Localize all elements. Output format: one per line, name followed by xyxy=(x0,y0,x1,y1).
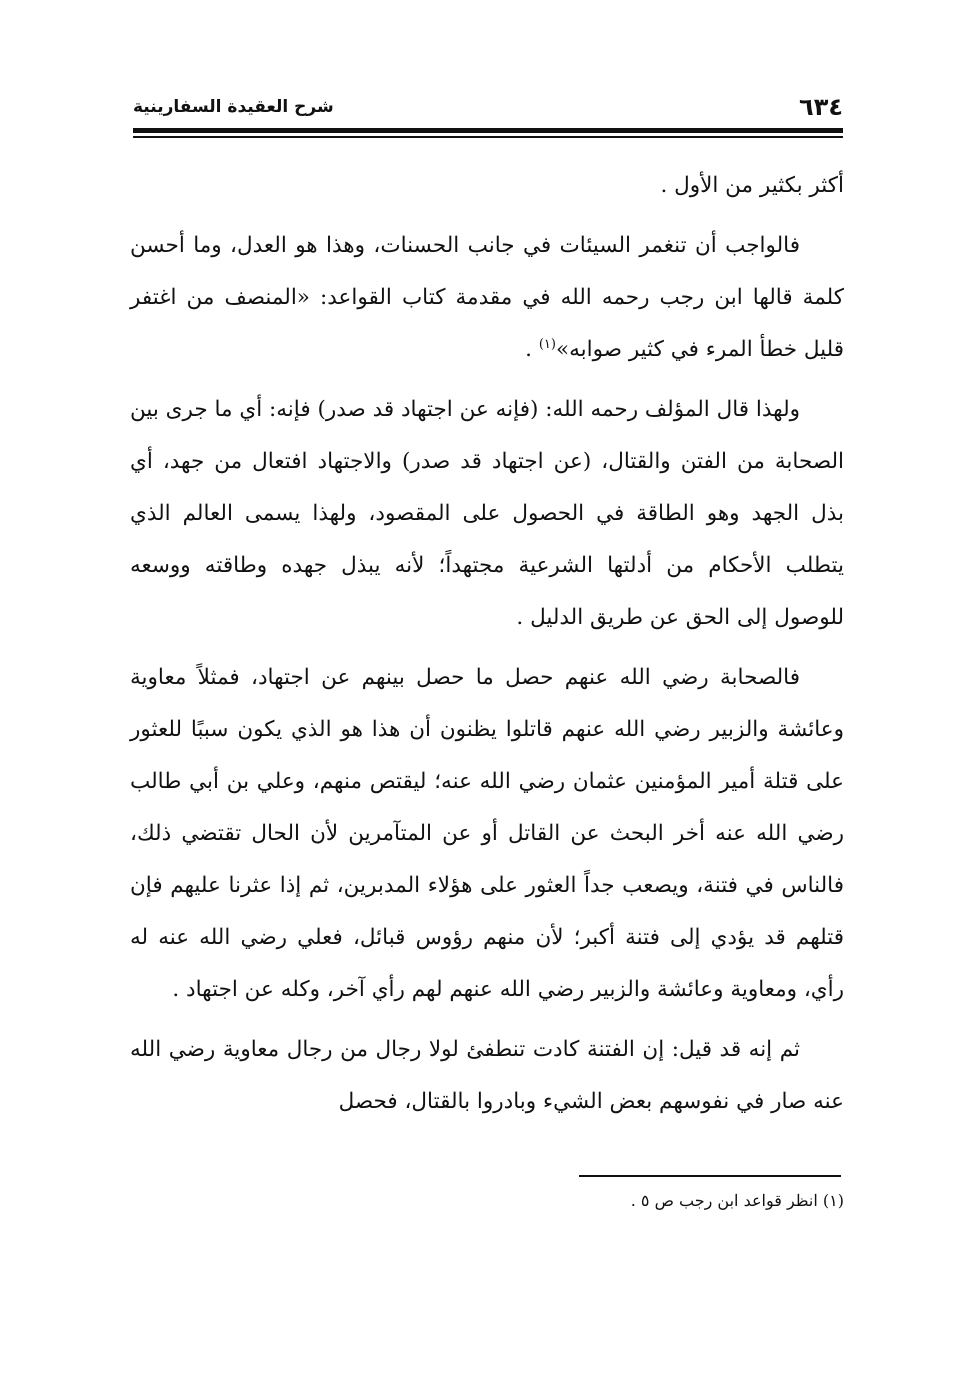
footnote-rule xyxy=(579,1175,841,1177)
paragraph-3: ولهذا قال المؤلف رحمه الله: (فإنه عن اجتهاد قد صدر) فإنه: أي ما جرى بين الصحابة من الفتن والقتال، (عن اجتهاد قد صدر) والاجتهاد افتعال من جهد، أي بذل الجهد وهو الطاقة في الحصول على المقصود، ولهذا يسمى العالم الذي يتطلب الأحكام من أدلتها الشرعية مجتهداً؛ لأنه يبذل جهده وطاقته ووسعه للوصول إلى الحق عن طريق الدليل . xyxy=(130,397,844,630)
paragraph-4: فالصحابة رضي الله عنهم حصل ما حصل بينهم عن اجتهاد، فمثلاً معاوية وعائشة والزبير رضي الله عنهم قاتلوا يظنون أن هذا هو الذي يكون سببًا للعثور على قتلة أمير المؤمنين عثمان رضي الله عنه؛ ليقتص منهم، وعلي بن أبي طالب رضي الله عنه أخر البحث عن القاتل أو عن المتآمرين لأن الحال تقتضي ذلك، فالناس في فتنة، ويصعب جداً العثور على هؤلاء المدبرين، ثم إذا عثرنا عليهم فإن قتلهم قد يؤدي إلى فتنة أكبر؛ لأن منهم رؤوس قبائل، فعلي رضي الله عنه له رأي، ومعاوية وعائشة والزبير رضي الله عنهم لهم رأي آخر، وكله عن اجتهاد . xyxy=(130,665,844,1002)
page-number: ٦٣٤ xyxy=(799,93,843,121)
body-text xyxy=(130,160,844,1136)
paragraph-2-text: فالواجب أن تنغمر السيئات في جانب الحسنات، وهذا هو العدل، وما أحسن كلمة قالها ابن رجب رحمه الله في مقدمة كتاب القواعد: «المنصف من اغتفر قليل خطأ المرء في كثير صوابه» xyxy=(130,233,844,362)
header-rule-thick xyxy=(133,128,843,133)
paragraph-5: ثم إنه قد قيل: إن الفتنة كادت تنطفئ لولا رجال من رجال معاوية رضي الله عنه صار في نفوسهم بعض الشيء وبادروا بالقتال، فحصل xyxy=(130,1037,844,1114)
footnote: (١) انظر قواعد ابن رجب ص ٥ . xyxy=(630,1191,844,1210)
running-title: شرح العقيدة السفارينية xyxy=(133,97,334,117)
header-rule-thin xyxy=(133,136,843,138)
paragraph-2 xyxy=(130,220,844,376)
page-header xyxy=(133,92,843,126)
paragraph-2-tail: . xyxy=(525,337,539,362)
paragraph-1: أكثر بكثير من الأول . xyxy=(660,173,844,198)
footnote-reference: (١) xyxy=(538,336,556,352)
